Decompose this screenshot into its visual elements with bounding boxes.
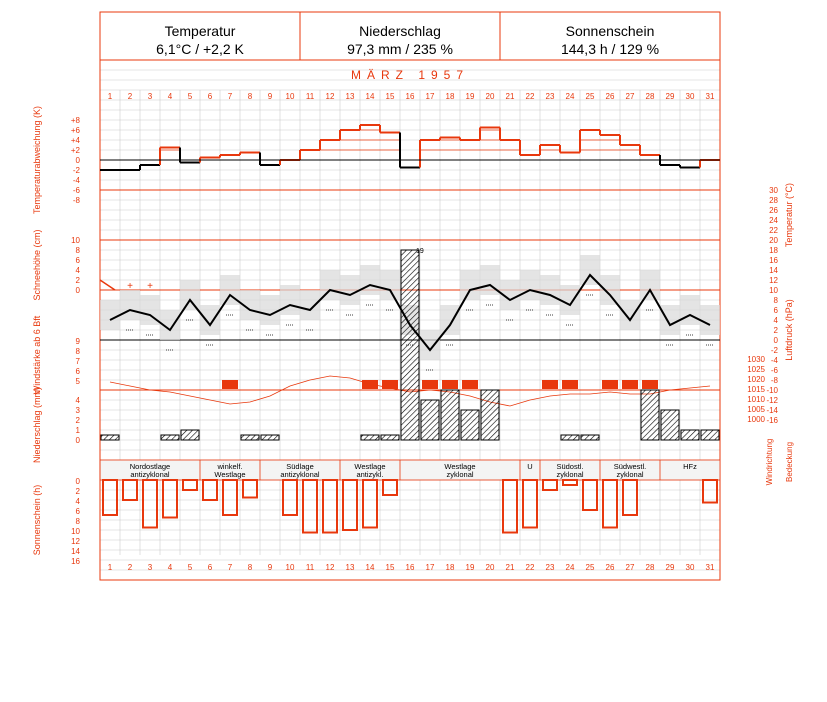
wind-mark xyxy=(422,380,438,389)
temp-tick: -14 xyxy=(766,406,778,415)
precip-tick: 2 xyxy=(75,416,80,425)
day-label-top: 18 xyxy=(445,92,455,101)
temp-norm-band xyxy=(520,270,540,300)
precip-bar xyxy=(101,435,119,440)
weather-type-label: antizyklonal xyxy=(280,470,320,479)
temp-norm-band xyxy=(580,255,600,285)
temp-dev-tick: 0 xyxy=(75,156,80,165)
day-label-top: 3 xyxy=(147,92,153,101)
wind-mark xyxy=(362,380,378,389)
day-label-bottom: 6 xyxy=(207,563,213,572)
day-label-top: 5 xyxy=(187,92,193,101)
day-label-top: 1 xyxy=(107,92,113,101)
temp-tick: 10 xyxy=(769,286,778,295)
sun-bar xyxy=(323,480,337,533)
sun-bar xyxy=(163,480,177,518)
precip-bar xyxy=(661,410,679,440)
precip-bar xyxy=(421,400,439,440)
temp-norm-band xyxy=(460,270,480,300)
day-label-top: 13 xyxy=(345,92,355,101)
day-label-bottom: 12 xyxy=(325,563,335,572)
day-label-top: 6 xyxy=(207,92,213,101)
pressure-tick: 1005 xyxy=(747,405,765,414)
day-label-top: 30 xyxy=(685,92,695,101)
weather-type-label: Südostl. xyxy=(556,462,584,471)
temp-dev-ylabel: Temperaturabweichung (K) xyxy=(32,105,42,215)
day-label-bottom: 23 xyxy=(545,563,555,572)
wind-mark xyxy=(542,380,558,389)
day-label-bottom: 24 xyxy=(565,563,575,572)
weather-type-label: zyklonal xyxy=(556,470,584,479)
sun-tick: 16 xyxy=(71,557,80,566)
weather-type-label: Westlage xyxy=(214,470,246,479)
wind-tick: 9 xyxy=(75,337,80,346)
day-label-bottom: 16 xyxy=(405,563,415,572)
precip-annotation: 19 xyxy=(416,248,424,255)
day-label-bottom: 5 xyxy=(187,563,193,572)
snow-tick: 6 xyxy=(75,256,80,265)
day-label-bottom: 27 xyxy=(625,563,635,572)
weather-type-label: HFz xyxy=(683,462,697,471)
snow-tick: 10 xyxy=(71,236,80,245)
day-label-bottom: 2 xyxy=(127,563,133,572)
day-label-top: 22 xyxy=(525,92,535,101)
temp-norm-band xyxy=(600,275,620,305)
sun-bar xyxy=(243,480,257,498)
day-label-bottom: 15 xyxy=(385,563,395,572)
weather-type-label: Westlage xyxy=(444,462,476,471)
wind-mark xyxy=(602,380,618,389)
temp-tick: -8 xyxy=(770,376,778,385)
temp-tick: 20 xyxy=(769,236,778,245)
sun-bar xyxy=(383,480,397,495)
pressure-tick: 1020 xyxy=(747,375,765,384)
temp-norm-band xyxy=(700,305,720,335)
wind-mark xyxy=(442,380,458,389)
precip-bar xyxy=(441,390,459,440)
day-label-top: 7 xyxy=(227,92,233,101)
sun-tick: 12 xyxy=(71,537,80,546)
day-label-top: 14 xyxy=(365,92,375,101)
precip-ylabel: Niederschlag (mm) xyxy=(32,386,42,464)
day-label-bottom: 13 xyxy=(345,563,355,572)
temp-tick: -2 xyxy=(770,346,778,355)
day-label-bottom: 14 xyxy=(365,563,375,572)
snow-marker: + xyxy=(127,281,133,292)
sun-bar xyxy=(143,480,157,528)
day-label-bottom: 10 xyxy=(285,563,295,572)
wind-tick: 5 xyxy=(75,377,80,386)
day-label-bottom: 22 xyxy=(525,563,535,572)
precip-bar xyxy=(381,435,399,440)
day-label-top: 9 xyxy=(267,92,273,101)
day-label-top: 27 xyxy=(625,92,635,101)
temp-dev-tick: -8 xyxy=(72,196,80,205)
temp-tick: 28 xyxy=(769,196,778,205)
day-label-bottom: 3 xyxy=(147,563,153,572)
sun-bar xyxy=(563,480,577,485)
wind-tick: 8 xyxy=(75,347,80,356)
sun-tick: 10 xyxy=(71,527,80,536)
day-label-top: 11 xyxy=(305,92,315,101)
temp-tick: 14 xyxy=(769,266,778,275)
temp-tick: 16 xyxy=(769,256,778,265)
pressure-tick: 1025 xyxy=(747,365,765,374)
temp-norm-band xyxy=(640,270,660,300)
pressure-tick: 1000 xyxy=(747,415,765,424)
precip-tick: 0 xyxy=(75,436,80,445)
temp-tick: 8 xyxy=(773,296,778,305)
day-label-top: 17 xyxy=(425,92,435,101)
day-label-bottom: 8 xyxy=(247,563,253,572)
precip-bar xyxy=(561,435,579,440)
weather-type-label: winkelf. xyxy=(217,462,243,471)
weather-type-label: Nordostlage xyxy=(129,462,171,471)
temp-dev-tick: +2 xyxy=(70,146,80,155)
temp-norm-band xyxy=(440,305,460,335)
day-label-bottom: 18 xyxy=(445,563,455,572)
precip-bar xyxy=(241,435,259,440)
wind-direction-label: Windrichtung xyxy=(765,438,774,486)
day-label-top: 26 xyxy=(605,92,615,101)
day-label-bottom: 29 xyxy=(665,563,675,572)
snow-tick: 2 xyxy=(75,276,80,285)
day-label-bottom: 30 xyxy=(685,563,695,572)
snow-ylabel: Schneehöhe (cm) xyxy=(32,229,42,301)
temp-norm-band xyxy=(120,290,140,320)
precip-bar xyxy=(181,430,199,440)
day-label-bottom: 19 xyxy=(465,563,475,572)
precipitation-title: Niederschlag xyxy=(359,23,441,39)
temp-tick: 12 xyxy=(769,276,778,285)
sun-bar xyxy=(343,480,357,530)
sun-tick: 6 xyxy=(75,507,80,516)
day-label-bottom: 31 xyxy=(705,563,715,572)
sun-ylabel: Sonnenschein (h) xyxy=(32,484,42,556)
day-label-top: 8 xyxy=(247,92,253,101)
day-label-top: 29 xyxy=(665,92,675,101)
pressure-tick: 1030 xyxy=(747,355,765,364)
weather-type-label: antizykl. xyxy=(356,470,384,479)
day-label-bottom: 20 xyxy=(485,563,495,572)
day-label-bottom: 9 xyxy=(267,563,273,572)
day-label-bottom: 4 xyxy=(167,563,173,572)
temp-norm-band xyxy=(620,300,640,330)
temp-tick: -6 xyxy=(770,366,778,375)
day-label-top: 20 xyxy=(485,92,495,101)
temp-norm-band xyxy=(380,270,400,300)
temp-tick: -4 xyxy=(770,356,778,365)
temp-norm-band xyxy=(200,305,220,335)
temp-tick: 30 xyxy=(769,186,778,195)
temp-norm-band xyxy=(560,285,580,315)
wind-mark xyxy=(642,380,658,389)
temp-dev-tick: +4 xyxy=(70,136,80,145)
day-label-bottom: 11 xyxy=(305,563,315,572)
day-label-bottom: 21 xyxy=(505,563,515,572)
temp-tick: -12 xyxy=(766,396,778,405)
wind-tick: 6 xyxy=(75,367,80,376)
snow-tick: 8 xyxy=(75,246,80,255)
temp-tick: 2 xyxy=(773,326,778,335)
wind-mark xyxy=(462,380,478,389)
pressure-ylabel: Luftdruck (hPa) xyxy=(784,299,794,361)
sunshine-value: 144,3 h / 129 % xyxy=(560,41,660,57)
sun-bar xyxy=(303,480,317,533)
precip-bar xyxy=(581,435,599,440)
day-label-bottom: 26 xyxy=(605,563,615,572)
temp-norm-band xyxy=(420,330,440,360)
temp-dev-tick: -4 xyxy=(72,176,80,185)
temp-dev-tick: -6 xyxy=(72,186,80,195)
temp-tick: 22 xyxy=(769,226,778,235)
day-label-top: 24 xyxy=(565,92,575,101)
precip-bar xyxy=(461,410,479,440)
day-label-top: 4 xyxy=(167,92,173,101)
temp-tick: -10 xyxy=(766,386,778,395)
day-label-top: 21 xyxy=(505,92,515,101)
temp-norm-band xyxy=(680,295,700,325)
precip-bar xyxy=(401,250,419,440)
temp-dev-tick: +8 xyxy=(70,116,80,125)
precip-tick: 1 xyxy=(75,426,80,435)
precip-bar xyxy=(701,430,719,440)
sun-tick: 2 xyxy=(75,487,80,496)
cloud-cover-label: Bedeckung xyxy=(785,441,794,483)
temp-norm-band xyxy=(280,285,300,315)
weather-type-label: Südwestl. xyxy=(613,462,647,471)
sun-bar xyxy=(703,480,717,503)
temp-tick: 24 xyxy=(769,216,778,225)
snow-marker: + xyxy=(147,281,153,292)
day-label-top: 10 xyxy=(285,92,295,101)
temp-norm-band xyxy=(660,305,680,335)
pressure-tick: 1015 xyxy=(747,385,765,394)
day-label-top: 31 xyxy=(705,92,715,101)
temp-dev-tick: -2 xyxy=(72,166,80,175)
day-label-top: 12 xyxy=(325,92,335,101)
day-label-bottom: 28 xyxy=(645,563,655,572)
month-title: MÄRZ 1957 xyxy=(350,68,470,82)
wind-mark xyxy=(562,380,578,389)
temperature-title: Temperatur xyxy=(164,23,236,39)
weather-type-label: zyklonal xyxy=(446,470,474,479)
temp-tick: 4 xyxy=(773,316,778,325)
temp-dev-tick: +6 xyxy=(70,126,80,135)
temp-norm-band xyxy=(340,275,360,305)
precip-bar xyxy=(361,435,379,440)
temp-tick: 18 xyxy=(769,246,778,255)
day-label-top: 23 xyxy=(545,92,555,101)
snow-line xyxy=(100,280,115,290)
sun-bar xyxy=(523,480,537,528)
sun-bar xyxy=(583,480,597,510)
day-label-bottom: 25 xyxy=(585,563,595,572)
snow-tick: 4 xyxy=(75,266,80,275)
pressure-tick: 1010 xyxy=(747,395,765,404)
precip-tick: 4 xyxy=(75,396,80,405)
temp-ylabel: Temperatur (°C) xyxy=(784,182,794,248)
temp-tick: 0 xyxy=(773,336,778,345)
sun-bar xyxy=(363,480,377,528)
wind-mark xyxy=(222,380,238,389)
precipitation-value: 97,3 mm / 235 % xyxy=(347,41,453,57)
temp-norm-band xyxy=(300,290,320,320)
day-label-top: 15 xyxy=(385,92,395,101)
temp-norm-band xyxy=(260,295,280,325)
sunshine-title: Sonnenschein xyxy=(565,23,655,39)
weather-type-label: U xyxy=(527,462,533,471)
day-label-top: 25 xyxy=(585,92,595,101)
snow-tick: 0 xyxy=(75,286,80,295)
temp-norm-band xyxy=(540,275,560,305)
wind-tick: 7 xyxy=(75,357,80,366)
precip-bar xyxy=(481,390,499,440)
temp-norm-band xyxy=(180,280,200,310)
day-label-top: 19 xyxy=(465,92,475,101)
sun-bar xyxy=(503,480,517,533)
day-label-bottom: 7 xyxy=(227,563,233,572)
sun-tick: 0 xyxy=(75,477,80,486)
sun-tick: 4 xyxy=(75,497,80,506)
wind-ylabel: Windstärke ab 6 Bft xyxy=(32,315,42,395)
day-label-top: 16 xyxy=(405,92,415,101)
wind-mark xyxy=(622,380,638,389)
weather-type-label: Westlage xyxy=(354,462,386,471)
weather-type-label: zyklonal xyxy=(616,470,644,479)
day-label-bottom: 1 xyxy=(107,563,113,572)
precip-bar xyxy=(641,390,659,440)
sun-tick: 14 xyxy=(71,547,80,556)
temp-norm-band xyxy=(100,300,120,330)
temp-tick: -16 xyxy=(766,416,778,425)
precip-tick: 3 xyxy=(75,406,80,415)
temp-norm-band xyxy=(320,270,340,300)
precip-bar xyxy=(261,435,279,440)
precip-bar xyxy=(681,430,699,440)
weather-type-label: Südlage xyxy=(286,462,314,471)
sun-bar xyxy=(183,480,197,490)
temp-tick: 6 xyxy=(773,306,778,315)
weather-type-label: antizyklonal xyxy=(130,470,170,479)
sun-tick: 8 xyxy=(75,517,80,526)
day-label-top: 28 xyxy=(645,92,655,101)
day-label-bottom: 17 xyxy=(425,563,435,572)
temp-norm-band xyxy=(360,265,380,295)
day-label-top: 2 xyxy=(127,92,133,101)
temp-tick: 26 xyxy=(769,206,778,215)
temperature-value: 6,1°C / +2,2 K xyxy=(156,41,244,57)
sun-bar xyxy=(543,480,557,490)
precip-bar xyxy=(161,435,179,440)
sun-bar xyxy=(603,480,617,528)
